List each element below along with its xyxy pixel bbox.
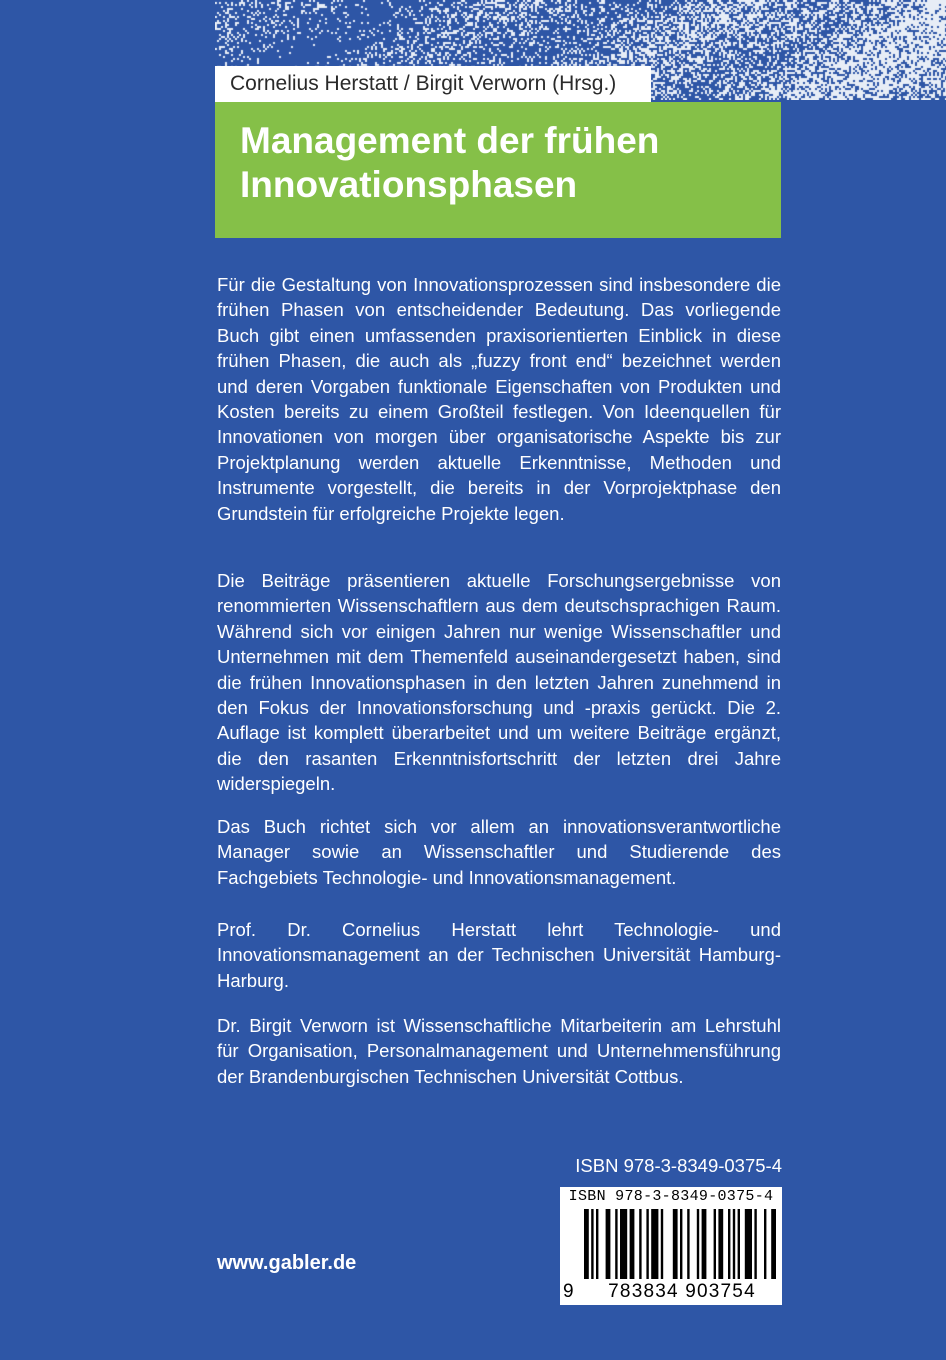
barcode-bar xyxy=(702,1209,707,1279)
barcode-bar xyxy=(639,1209,641,1279)
editors-bar xyxy=(215,66,651,102)
barcode-bar xyxy=(596,1209,598,1279)
blurb-paragraph-1: Für die Gestaltung von Innovationsprozessen sind insbesondere die frühen Phasen von entscheidender Bedeutung. Das vorliegende Buch gibt einen umfassenden praxisorientierten Einblick in diese frühen Phasen, die auch als „fuzzy front end“ bezeichnet werden und deren Vorgaben funktionale Eigenschaften von Produkten und Kosten bereits zu einem Großteil festlegen. Von Ideenquellen für Innovationen von morgen über organisatorische Aspekte bis zur Projektplanung werden aktuelle Erkenntnisse, Methoden und Instrumente vorgestellt, die bereits in der Vorprojektphase den Grundstein für erfolgreiche Projekte legen. xyxy=(217,274,781,524)
author-bio-verworn: Dr. Birgit Verworn ist Wissenschaftliche Mitarbeiterin am Lehrstuhl für Organisation, Personalmanagement und Unternehmensführung der Brandenburgischen Technischen Universität Cottbus. xyxy=(217,1015,781,1087)
barcode-bar xyxy=(718,1209,723,1279)
barcode-bar xyxy=(745,1209,752,1279)
barcode-bar xyxy=(591,1209,593,1279)
barcode-bar xyxy=(687,1209,689,1279)
barcode-bar xyxy=(651,1209,658,1279)
barcode-bar xyxy=(630,1209,635,1279)
barcode-bar xyxy=(673,1209,678,1279)
barcode-bar xyxy=(620,1209,627,1279)
barcode-bar xyxy=(714,1209,716,1279)
isbn-label: ISBN 978-3-8349-0375-4 xyxy=(575,1155,782,1176)
publisher-website: www.gabler.de xyxy=(217,1252,357,1274)
barcode-bar xyxy=(728,1209,730,1279)
barcode-bar xyxy=(754,1209,756,1279)
editors-text: Cornelius Herstatt / Birgit Verworn (Hrsg.) xyxy=(230,72,617,95)
barcode-bar xyxy=(738,1209,740,1279)
barcode-ean-first-digit: 9 xyxy=(563,1281,574,1302)
barcode xyxy=(560,1187,782,1305)
author-bio-herstatt: Prof. Dr. Cornelius Herstatt lehrt Technologie- und Innovationsmanagement an der Technischen Universität Hamburg-Harburg. xyxy=(217,919,781,991)
barcode-bar xyxy=(697,1209,699,1279)
blurb-paragraph-3: Das Buch richtet sich vor allem an innovationsverantwortliche Manager sowie an Wissenschaftler und Studierende des Fachgebiets Technologie- und Innovationsmanagement. xyxy=(217,816,781,888)
barcode-bar xyxy=(584,1209,589,1279)
book-title-line-1: Management der frühen xyxy=(240,120,660,161)
barcode-bar xyxy=(764,1209,766,1279)
barcode-bar xyxy=(680,1209,682,1279)
barcode-bar xyxy=(646,1209,648,1279)
barcode-isbn-text: ISBN 978-3-8349-0375-4 xyxy=(568,1188,774,1205)
blurb-paragraph-2: Die Beiträge präsentieren aktuelle Forschungsergebnisse von renommierten Wissenschaftlern aus dem deutschsprachigen Raum. Während sich vor einigen Jahren nur wenige Wissenschaftler und Unternehmen mit dem Themenfeld auseinandergesetzt haben, sind die frühen Innovationsphasen in den letzten Jahren zunehmend in den Fokus der Innovationsforschung und -praxis gerückt. Die 2. Auflage ist komplett überarbeitet und um weitere Beiträge ergänzt, die den rasanten Erkenntnisfortschritt der letzten drei Jahre widerspiegeln. xyxy=(217,570,781,795)
barcode-ean-digits: 783834 903754 xyxy=(608,1281,756,1302)
barcode-bar xyxy=(733,1209,735,1279)
book-title-line-2: Innovationsphasen xyxy=(240,164,578,205)
barcode-bar xyxy=(606,1209,611,1279)
barcode-bar xyxy=(615,1209,617,1279)
barcode-bar xyxy=(771,1209,776,1279)
barcode-bar xyxy=(661,1209,663,1279)
title-block xyxy=(215,102,781,238)
